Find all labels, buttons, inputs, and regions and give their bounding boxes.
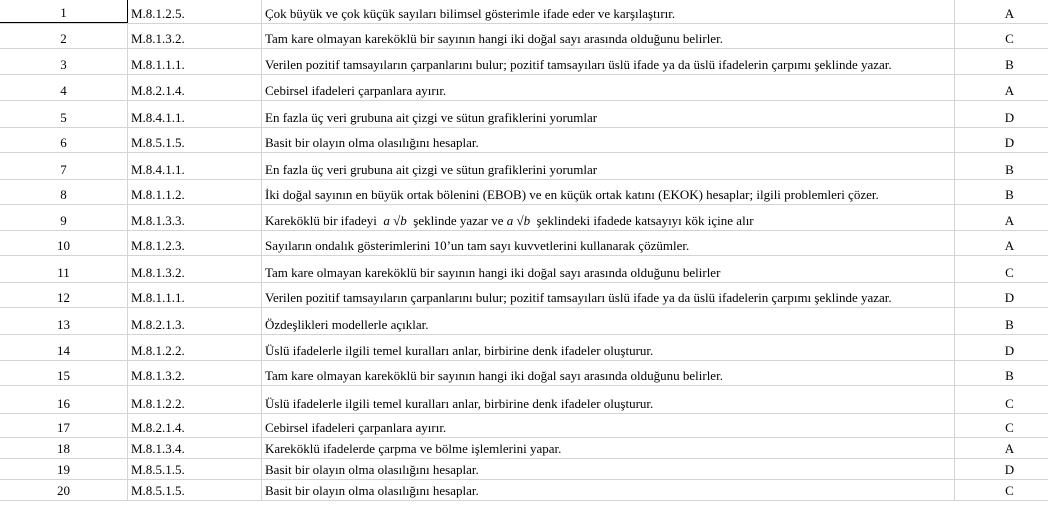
outcome-code-cell[interactable]: M.8.1.2.2. [128,386,262,413]
outcome-description-cell[interactable]: Cebirsel ifadeleri çarpanlara ayırır. [262,75,955,100]
outcome-code-cell[interactable]: M.8.1.1.2. [128,180,262,204]
answer-key-cell[interactable]: D [1004,135,1015,150]
question-number-cell[interactable]: 15 [0,361,128,385]
answer-key-cell[interactable]: C [1005,396,1014,411]
answer-key-cell[interactable]: D [1004,462,1015,477]
outcome-code-cell[interactable]: M.8.1.3.4. [128,438,262,458]
question-number-cell[interactable]: 10 [0,231,128,255]
description-text: Kareköklü bir ifadeyi [265,213,377,228]
question-number-cell[interactable]: 9 [0,205,128,230]
answer-key-cell[interactable]: B [1005,187,1014,202]
outcome-code-cell[interactable]: M.8.2.1.3. [128,308,262,334]
answer-key-cell[interactable]: A [1004,441,1015,456]
outcome-description-cell[interactable] [262,205,955,230]
table-row[interactable] [0,308,1048,335]
table-row[interactable] [0,459,1048,480]
question-number-cell[interactable]: 12 [0,283,128,307]
radical-expression: a √b [383,213,407,228]
answer-key-cell[interactable]: C [1005,31,1014,46]
question-number-cell[interactable]: 3 [0,49,128,74]
answer-key-cell[interactable]: D [1004,290,1015,305]
answer-key-cell[interactable]: B [1005,368,1014,383]
answer-key-cell[interactable]: B [1005,162,1014,177]
answer-key-cell[interactable]: A [1004,83,1015,98]
question-number-cell[interactable]: 16 [0,386,128,413]
table-row[interactable] [0,128,1048,153]
question-number-cell[interactable]: 19 [0,459,128,479]
outcome-description-cell[interactable]: En fazla üç veri grubuna ait çizgi ve sütun grafiklerini yorumlar [262,101,955,127]
outcome-description-cell[interactable]: Tam kare olmayan kareköklü bir sayının hangi iki doğal sayı arasında olduğunu belirler [262,256,955,282]
outcome-code-cell[interactable]: M.8.5.1.5. [128,128,262,152]
outcome-code-cell[interactable]: M.8.1.2.3. [128,231,262,255]
outcome-description-cell[interactable]: Verilen pozitif tamsayıların çarpanlarını bulur; pozitif tamsayıları üslü ifade ya da üslü ifadelerin çarpımı şeklinde yazar. [262,283,955,307]
outcome-code-cell[interactable]: M.8.5.1.5. [128,459,262,479]
answer-key-cell[interactable]: A [1004,213,1015,228]
outcome-description-cell[interactable]: Verilen pozitif tamsayıların çarpanlarını bulur; pozitif tamsayıları üslü ifade ya da üslü ifadelerin çarpımı şeklinde yazar. [262,49,955,74]
question-number-cell[interactable]: 13 [0,308,128,334]
outcome-code-cell[interactable]: M.8.1.3.3. [128,205,262,230]
question-number-cell[interactable]: 1 [0,0,128,23]
outcome-code-cell[interactable]: M.8.1.3.2. [128,24,262,48]
outcome-code-cell[interactable]: M.8.1.3.2. [128,361,262,385]
outcome-description-cell[interactable]: Çok büyük ve çok küçük sayıları bilimsel gösterimle ifade eder ve karşılaştırır. [262,0,955,23]
outcome-description-cell[interactable]: Cebirsel ifadeleri çarpanlara ayırır. [262,414,955,437]
outcome-code-cell[interactable]: M.8.1.3.2. [128,256,262,282]
question-number-cell[interactable]: 8 [0,180,128,204]
outcome-description-cell[interactable]: Özdeşlikleri modellerle açıklar. [262,308,955,334]
table-row[interactable] [0,49,1048,75]
question-number-cell[interactable]: 20 [0,480,128,500]
question-number-cell[interactable]: 14 [0,335,128,360]
outcome-code-cell[interactable]: M.8.1.2.5. [128,0,262,23]
question-number-cell[interactable]: 2 [0,24,128,48]
outcome-description-cell[interactable]: En fazla üç veri grubuna ait çizgi ve sütun grafiklerini yorumlar [262,153,955,179]
outcome-description-cell[interactable]: Basit bir olayın olma olasılığını hesaplar. [262,480,955,500]
answer-key-cell[interactable]: B [1005,317,1014,332]
answer-key-cell[interactable]: C [1005,420,1014,435]
outcome-code-cell[interactable]: M.8.5.1.5. [128,480,262,500]
outcome-description-cell[interactable]: İki doğal sayının en büyük ortak bölenini (EBOB) ve en küçük ortak katını (EKOK) hesaplar; ilgili problemleri çözer. [262,180,955,204]
table-row[interactable] [0,361,1048,386]
question-number-cell[interactable]: 6 [0,128,128,152]
answer-key-cell[interactable]: C [1005,265,1014,280]
outcome-description-cell[interactable]: Üslü ifadelerle ilgili temel kuralları anlar, birbirine denk ifadeler oluşturur. [262,335,955,360]
table-row[interactable] [0,24,1048,49]
radical-expression: a √b [506,213,531,228]
outcome-code-cell[interactable]: M.8.2.1.4. [128,414,262,437]
table-row[interactable] [0,101,1048,128]
outcome-code-cell[interactable]: M.8.1.2.2. [128,335,262,360]
question-number-cell[interactable]: 5 [0,101,128,127]
outcome-code-cell[interactable]: M.8.4.1.1. [128,101,262,127]
table-row[interactable] [0,205,1048,231]
outcome-description-cell[interactable]: Basit bir olayın olma olasılığını hesaplar. [262,128,955,152]
table-row[interactable] [0,386,1048,414]
table-row[interactable] [0,480,1048,501]
description-text: şeklinde yazar ve [413,213,504,228]
table-row[interactable] [0,283,1048,308]
table-row[interactable] [0,414,1048,438]
table-row[interactable] [0,180,1048,205]
outcome-code-cell[interactable]: M.8.1.1.1. [128,283,262,307]
outcome-description-cell[interactable]: Sayıların ondalık gösterimlerini 10’un tam sayı kuvvetlerini kullanarak çözümler. [262,231,955,255]
question-number-cell[interactable]: 17 [0,414,128,437]
question-number-cell[interactable]: 18 [0,438,128,458]
outcome-description-cell[interactable]: Tam kare olmayan kareköklü bir sayının hangi iki doğal sayı arasında olduğunu belirler. [262,361,955,385]
table-row[interactable] [0,153,1048,180]
answer-key-cell[interactable]: A [1004,238,1015,253]
question-number-cell[interactable]: 11 [0,256,128,282]
answer-key-cell[interactable]: A [1004,6,1015,21]
question-number-cell[interactable]: 7 [0,153,128,179]
outcome-description-cell[interactable]: Tam kare olmayan kareköklü bir sayının hangi iki doğal sayı arasında olduğunu belirler. [262,24,955,48]
answer-key-cell[interactable]: C [1005,483,1014,498]
table-row[interactable] [0,335,1048,361]
answer-key-cell[interactable]: D [1004,110,1015,125]
answer-key-cell[interactable]: D [1004,343,1015,358]
outcome-code-cell[interactable]: M.8.1.1.1. [128,49,262,74]
outcome-code-cell[interactable]: M.8.4.1.1. [128,153,262,179]
table-row[interactable] [0,0,1048,24]
table-row[interactable] [0,438,1048,459]
description-text: şeklindeki ifadede katsayıyı kök içine alır [536,213,754,228]
answer-key-cell[interactable]: B [1005,57,1014,72]
outcome-code-cell[interactable]: M.8.2.1.4. [128,75,262,100]
table-row[interactable] [0,256,1048,283]
table-row[interactable] [0,231,1048,256]
question-number-cell[interactable]: 4 [0,75,128,100]
outcome-description-cell[interactable]: Basit bir olayın olma olasılığını hesaplar. [262,459,955,479]
outcome-description-cell[interactable]: Üslü ifadelerle ilgili temel kuralları anlar, birbirine denk ifadeler oluşturur. [262,386,955,413]
table-row[interactable] [0,75,1048,101]
outcome-description-cell[interactable]: Kareköklü ifadelerde çarpma ve bölme işlemlerini yapar. [262,438,955,458]
